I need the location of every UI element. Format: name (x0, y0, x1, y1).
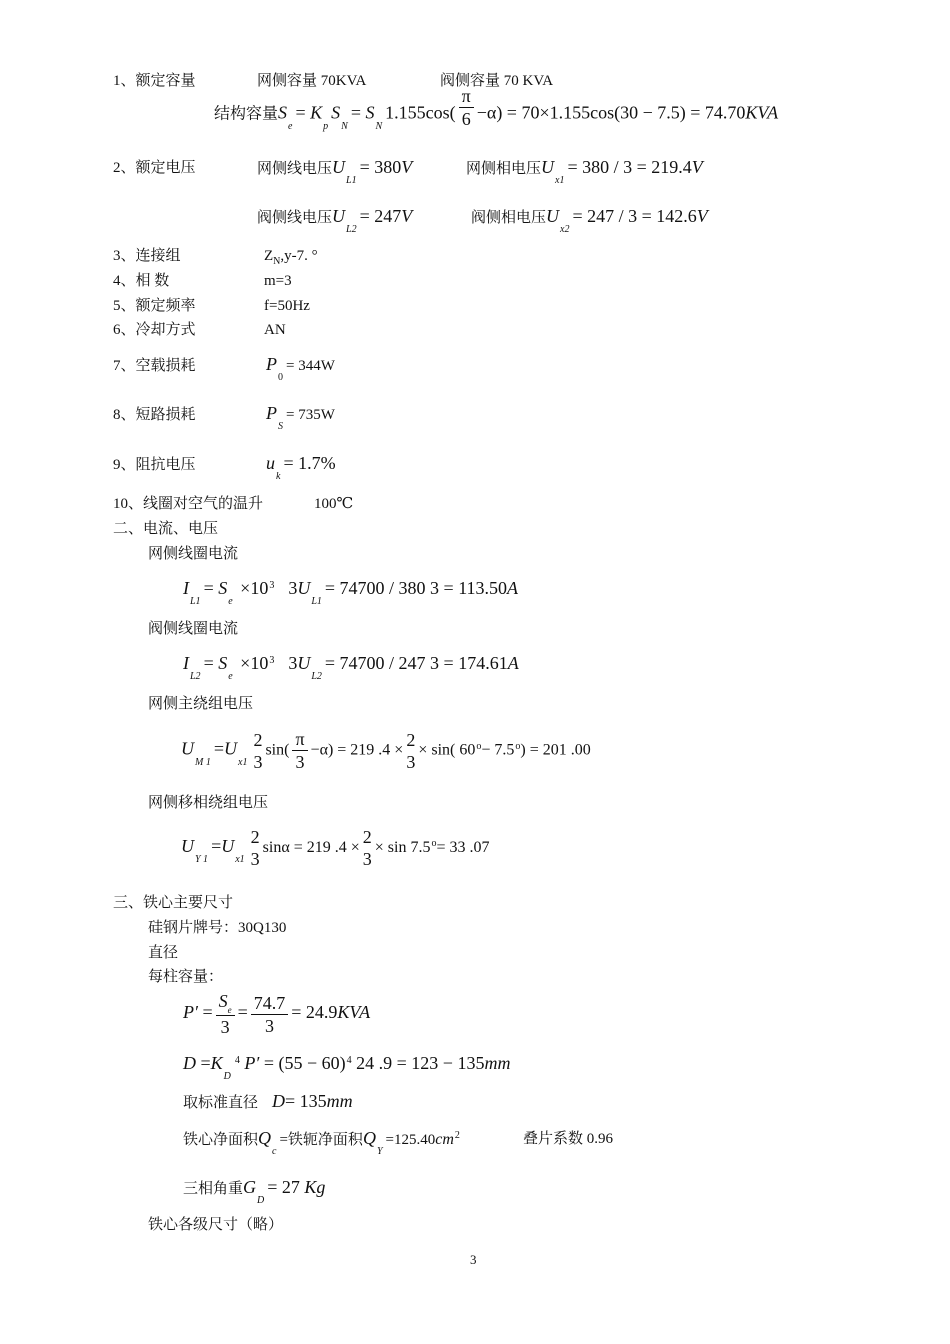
item-3-label: 3、连接组 (113, 248, 181, 264)
grid-capacity: 网侧容量 70KVA (257, 73, 367, 89)
diameter-heading: 直径 (148, 945, 179, 961)
per-limb-formula: P′ = $\frac{S_e}{3}$ = $\frac{74.7}{3}$ = 24.9KVA (183, 991, 371, 1037)
phase-count-value: m=3 (264, 273, 292, 289)
item-4-label: 4、相 数 (113, 273, 170, 289)
cooling-value: AN (264, 322, 286, 338)
temperature-rise-value: 100℃ (314, 496, 354, 512)
standard-diameter: 取标准直径 D= 135mm (183, 1091, 353, 1111)
no-load-loss: $P_0= 344W$ (266, 354, 335, 383)
item-8-label: 8、短路损耗 (113, 407, 196, 423)
impedance-voltage: $u_k= 1.7\%$ (266, 453, 336, 482)
item-6-label: 6、冷却方式 (113, 322, 196, 338)
diameter-formula: $D =K_D^4$ $P' = (55 - 60)^4$ 24 .9 = 123 − 135mm (183, 1053, 511, 1082)
shift-winding-formula: $U_{Y 1}=U_{x1}$ 2 3 sinα = 219 .4 × 2 3 × $\sin 7.5^o= 33$ .07 (181, 827, 490, 869)
frequency-value: f=50Hz (264, 298, 310, 314)
connection-group-value: $Z_N,y-7$. ° (264, 248, 318, 267)
valve-current-heading: 阀侧线圈电流 (148, 621, 239, 637)
pi-over-six: $\frac{\pi}{6}$ (459, 85, 474, 130)
main-winding-formula: $U_{M 1}=U_{x1}$ 2 3 sin( $\frac{\pi}{3}$ −α) = 219 .4 × 2 3 × sin( $60^o- 7.5^o) = 201$ .00 (181, 729, 591, 772)
valve-phase-voltage: 阀侧相电压$U_{x2}= 247 / 3 = 142.6V$ (471, 206, 708, 235)
corner-weight: 三相角重$G_D= 27$ Kg (183, 1177, 326, 1206)
grid-phase-voltage: 网侧相电压$U_{x1}= 380 / 3 = 219.4V$ (466, 157, 703, 186)
valve-current-formula: $I_{L2}= S_e \times 10^3$ $3U_{L2}= 74700 / 247$ 3 = 174.61A (183, 653, 519, 682)
item-5-label: 5、额定频率 (113, 298, 196, 314)
shift-winding-heading: 网侧移相绕组电压 (148, 795, 269, 811)
item-1-label: 1、额定容量 (113, 73, 196, 89)
valve-line-voltage: 阀侧线电压$U_{L2}= 247V$ (257, 206, 413, 235)
short-circuit-loss: $P_S= 735W$ (266, 403, 335, 432)
item-9-label: 9、阻抗电压 (113, 457, 196, 473)
section-3-title: 三、铁心主要尺寸 (113, 895, 234, 911)
grid-current-heading: 网侧线圈电流 (148, 546, 239, 562)
grid-line-voltage: 网侧线电压$U_{L1}= 380V$ (257, 157, 413, 186)
core-area: 铁心净面积$Q_c=$铁轭净面积$Q_Y=125.40cm^2$ (183, 1128, 460, 1157)
item-7-label: 7、空载损耗 (113, 358, 196, 374)
page-number: 3 (470, 1252, 477, 1267)
per-limb-heading: 每柱容量： (148, 969, 224, 985)
section-2-title: 二、电流、电压 (113, 521, 219, 537)
item-1-rated-capacity (113, 74, 196, 89)
item-2-label: 2、额定电压 (113, 160, 196, 176)
grid-current-formula: $I_{L1}= S_e \times 10^3$ $3U_{L1}= 74700 / 380$ 3 = 113.50A (183, 578, 519, 607)
core-step-sizes: 铁心各级尺寸（略） (148, 1217, 284, 1233)
main-winding-heading: 网侧主绕组电压 (148, 696, 254, 712)
structure-capacity-formula: 结构容量$S_e= K_pS_N= S_N1.155\cos$( $\frac{\pi}{6}$ −α) = 70×1.155cos(30 − 7.5) = 74.70KVA (214, 86, 779, 132)
steel-grade: 硅钢片牌号：30Q130 (148, 920, 287, 936)
valve-capacity: 阀侧容量 70 KVA (440, 73, 554, 89)
stacking-factor: 叠片系数 0.96 (523, 1131, 614, 1147)
item-10-label: 10、线圈对空气的温升 (113, 496, 264, 512)
